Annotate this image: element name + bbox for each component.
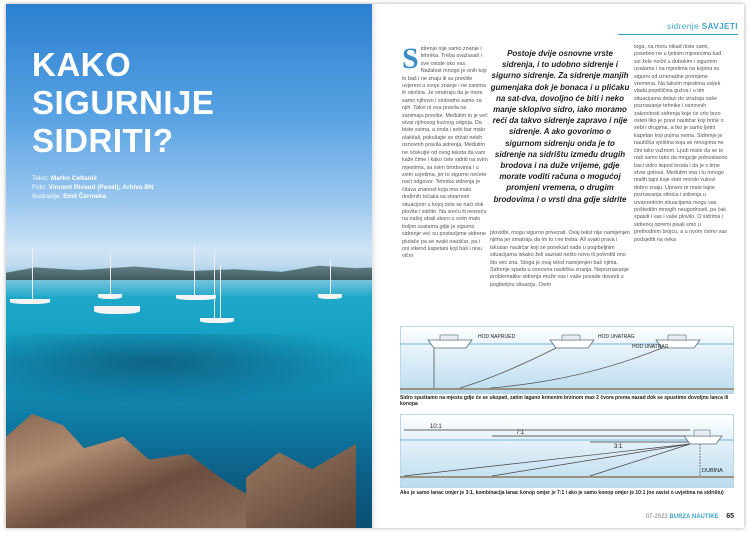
motor-yacht — [94, 300, 140, 314]
boat-icon — [684, 430, 722, 444]
diagram-1-svg — [400, 326, 734, 392]
depth-label: DUBINA — [702, 468, 723, 474]
ratio-label: 7:1 — [516, 430, 525, 436]
credit-value: Vincent Rivaud (Pexel); Arhiva BN — [48, 184, 154, 191]
sailboat — [318, 287, 342, 299]
sailboat — [176, 284, 216, 300]
page-number: 65 — [726, 513, 734, 520]
credit-line — [32, 192, 154, 201]
section-header — [667, 22, 738, 31]
direction-label: HOD UNATRAG — [632, 344, 669, 350]
diagram-2-svg — [400, 414, 734, 486]
credit-value: Emil Čermeka — [63, 193, 107, 200]
rode-line — [404, 444, 690, 476]
page-footer — [646, 513, 734, 520]
magazine-name: BURZA NAUTIKE — [669, 514, 719, 520]
ratio-label: 3:1 — [614, 444, 623, 450]
anchoring-diagram-1 — [400, 326, 734, 392]
title-line: KAKO — [32, 46, 132, 83]
anchor-line — [490, 348, 662, 388]
header-rule — [618, 34, 738, 35]
water-shadow — [6, 334, 374, 404]
direction-label: HOD NAPRIJED — [478, 334, 516, 340]
direction-label: HOD UNATRAG — [598, 334, 635, 340]
body-text: idrenje nije samo znanje i tehnika. Treba uvažavati i sve ostale oko vas. Nažalost mnogo je onih koji to baš i ne znaju ili su previše uvjereni u svoje znanje i ne zanima ih okolina. Je smatraju da je more samo njihovo i slobodno samo za njih. Takvi ni ova pravila ne zanimaju previše. Međutim to je već stvar njihovog kućnog odgoja. Da biste svima, a onda i sebi bar malo olakšali, pokušajte se držati nekih osnovnih pravila sidrenja. Međutim ne očekujte od ovog teksta da vam kaže čime i kako ćete sidriti na svim mjestima, sa svim brodovima i u svim uvjetima, jer to sigurno nećete naći odgovor. Tehnika sidrenja je čitava znanost koja ima malo dodirnih točaka sa stvarnom situacijom u kojoj ćete se naći dok plovite i sidrite. Na sreću ili nesreću na našoj obali skoro u svim malo boljim uvalama gdje je sigurno sidrenje već su postavljene sidrene plutače pa se svaki nautičar, pa i oni vikend kapetani koji baš i nisu vični — [402, 46, 488, 260]
issue-date: 07-2022 — [645, 514, 668, 520]
photo-page — [6, 4, 374, 528]
credit-label: Tekst: — [32, 175, 49, 182]
title-line: SIGURNIJE — [32, 84, 215, 121]
text-column-2 — [490, 230, 630, 318]
section-topic: sidrenje — [667, 22, 700, 31]
credit-label: Ilustracije: — [32, 193, 62, 200]
credit-line — [32, 174, 154, 183]
title-line: SIDRITI? — [32, 122, 174, 159]
text-column-1 — [402, 46, 488, 320]
sailboat — [200, 309, 234, 323]
anchoring-diagram-2 — [400, 414, 734, 486]
credit-line — [32, 183, 154, 192]
drop-cap: S — [402, 46, 419, 75]
lead-paragraph: Postoje dvije osnovne vrste sidrenja, i to udobno sidrenje i sigurno sidrenje. Za sidrenje manjih gumenjaka dok je bonaca i u plićaku na sat-dva, dovoljno će biti i neko manje sklopivo sidro, iako moramo reći da takvo sidrenje zapravo i nije sidrenje. A ako govorimo o sigurnom sidrenju onda je to sidrenje na sidrištu između drugih brodova i na duže vrijeme, gdje morate voditi računa o mogućoj promjeni vremena, o drugim brodovima i o vrsti dna gdje sidrite — [490, 49, 630, 204]
body-text: toga, na moru nikad niste sami, posebno ne u ljetnim mjesecima kad svi žele noćiti u dubokim i sigurnim uvalama i na mjestima na kojima su sigurni od iznenadne promjene vremena. Na takvim mjestima uvijek vlada popriličina gužva i u tim situacijama dolazi do izražaja vaše poznavanje tehnike i osnovnih zakonitosti sidrenja koje će vrlo brzo osteti liko je pravi nautičar koji brine o sebi i drugima, a tko je samo ljetni kapetan koji pojma nema. Sidrenje je nautička vještina koja se mnogima ne čini tako važnom. Ljudi misle da se to radi samo tako da mogcije jednostavno baci sidro iispod broda i da je s time stvar gotova. Međutim ima i tu mnogo malih tajni koje stari morski vukovi dobro znaju. Upravo te male tajne poznavanja sitnica i sidrenja u izvanrednim situacijama mogu vas pošteditin mnogih neugodnosti, pa čak spasiti i vas i vaše plovilo. O sidrima i sidrenoj opremi pisali smo u prethodnim brojcu, a u ovom ćemo vas podsjetiti na neka — [634, 44, 728, 243]
article-title — [32, 46, 272, 160]
foreground-rocks — [246, 444, 356, 528]
text-page — [378, 4, 744, 528]
credit-value: Marko Celtanić — [50, 175, 98, 182]
figure-caption: Sidro spuštamo na mjestu gdje će se ukopati, zatim lagano krmenim brzinom max 2 čvora prema nazad dok se spustimo dovoljno lanca ili konopa — [400, 395, 729, 407]
magazine-spread — [6, 4, 744, 528]
sailboat — [98, 289, 122, 299]
sailboat — [10, 284, 50, 304]
rode-line — [492, 444, 690, 476]
boat-icon — [550, 335, 594, 348]
boat-icon — [428, 335, 472, 348]
credit-label: Foto: — [32, 184, 47, 191]
credits — [32, 174, 154, 201]
text-column-3 — [634, 44, 728, 320]
section-name: SAVJETI — [701, 22, 738, 31]
distant-island — [6, 262, 374, 280]
foreground-rocks — [6, 414, 266, 528]
body-text: plovidbi, mogu sigurno privezati. Ovaj tekst nije namijenjen njima jer smatraju da im to i ne treba. Ali svaki prava i iskusan nautičar koji se ponekad nađe u pogibeljnim situacijama iskako želi saznati nešto novo ili potvrditi ono što već zna. Stoga je ovaj tekst namijenjen baš njima. Sidrenje spada u osnovna nautička znanja. Nepoznavanje problematike sidrenja može vas i vaše posade dovesti u pogibeljnu situaciju. Osim — [490, 230, 630, 288]
ratio-label: 10:1 — [430, 424, 442, 430]
figure-caption: Ako je samo lanac omjer je 3:1, kombinacija lanac konop omjer je 7:1 i ako je samo konop omjer je 10:1 (ne zavisi o uvjetima na sidrištu) — [400, 490, 724, 496]
rode-line — [590, 444, 690, 476]
